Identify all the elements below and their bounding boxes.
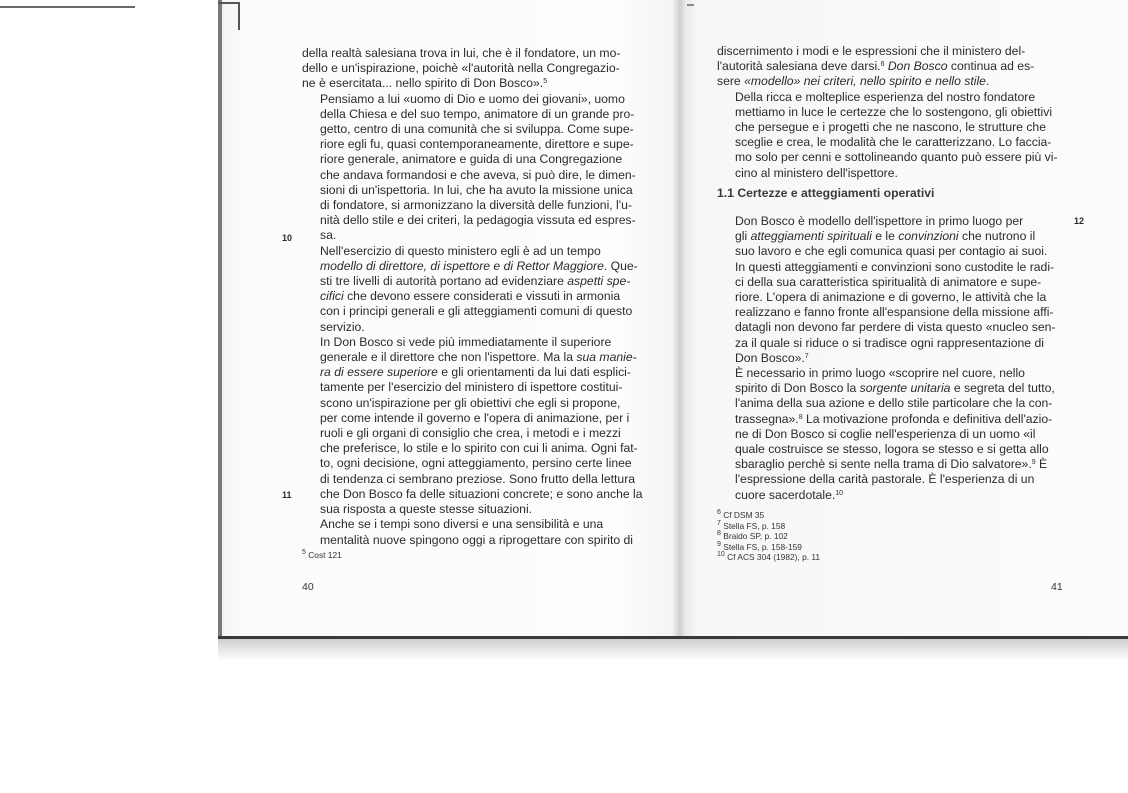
text-line: [717, 412, 1061, 427]
text-line: [302, 335, 640, 350]
text-line: [302, 411, 640, 426]
text-line: [717, 290, 1061, 305]
paragraph: [717, 214, 1061, 366]
page-number: 41: [1051, 581, 1063, 593]
text-line: [302, 213, 640, 228]
text-line: [717, 244, 1061, 259]
text-line: [717, 105, 1061, 120]
footnote: [717, 552, 820, 563]
text-segment: spirito di Don Bosco la: [735, 381, 860, 396]
italic-text: ra di essere superiore: [320, 365, 438, 380]
text-line: [717, 260, 1061, 275]
paragraph: [717, 90, 1061, 181]
text-line: [302, 396, 640, 411]
footnote-ref: 9: [1031, 459, 1036, 467]
text-segment: mo solo per cenni e sottolineando quanto può essere più vi-: [735, 150, 1058, 165]
text-segment: che persegue e i progetti che ne nascono, le strutture che: [735, 120, 1046, 135]
right-page-body: [717, 214, 1061, 503]
footnote: [717, 510, 820, 521]
text-segment: sua risposta a queste stesse situazioni.: [320, 502, 533, 517]
margin-number: 10: [282, 233, 293, 243]
text-segment: ne di Don Bosco si coglie nell'esperienza di un uomo «il: [735, 426, 1036, 441]
paragraph: [302, 244, 640, 335]
text-line: [717, 74, 1061, 89]
paragraph: [302, 92, 640, 244]
text-segment: Nell'esercizio di questo ministero egli è ad un tempo: [320, 243, 601, 258]
text-line: [302, 365, 640, 380]
text-line: [302, 456, 640, 471]
text-segment: con i principi generali e gli atteggiamenti comuni di questo: [320, 304, 633, 319]
text-segment: che andava formandosi e che aveva, si può dire, le dimen-: [320, 167, 636, 182]
text-segment: .: [985, 74, 990, 89]
text-line: [302, 304, 640, 319]
text-line: [302, 137, 640, 152]
text-line: [302, 92, 640, 107]
footnote-ref: 5: [543, 78, 548, 86]
footnote-ref: 10: [835, 489, 844, 497]
scan-edge-line: [0, 6, 135, 8]
text-line: [302, 76, 640, 91]
text-line: [302, 289, 640, 304]
text-segment: La motivazione profonda e definitiva dell'azio-: [802, 411, 1053, 426]
text-line: [717, 442, 1061, 457]
text-line: [302, 122, 640, 137]
text-line: [302, 152, 640, 167]
footnote-number: 5: [302, 549, 306, 556]
text-segment: che preferisce, lo stile e lo spirito con cui li anima. Ogni fat-: [320, 441, 638, 456]
text-segment: riore generale, animatore e guida di una Congregazione: [320, 152, 623, 167]
text-line: [302, 441, 640, 456]
footnote: [717, 521, 820, 532]
text-line: [302, 46, 640, 61]
text-line: [302, 380, 640, 395]
text-segment: ci della sua caratteristica spiritualità di animatore e supe-: [735, 274, 1042, 289]
text-segment: sti tre livelli di autorità portano ad evidenziare: [320, 274, 568, 289]
text-segment: È: [1035, 457, 1048, 472]
footnotes: [717, 510, 820, 563]
text-line: [302, 61, 640, 76]
text-segment: sbaraglio perchè si sente nella trama di Dio salvatore».: [735, 457, 1032, 472]
text-segment: generale e il direttore che non l'ispettore. Ma la: [320, 350, 577, 365]
text-line: [717, 120, 1061, 135]
text-line: [717, 427, 1061, 442]
text-segment: gli: [735, 229, 751, 244]
text-segment: sioni di un'ispettoria. In lui, che ha avuto la missione unica: [320, 182, 633, 197]
margin-number: 11: [282, 490, 292, 500]
text-segment: sere: [717, 74, 745, 89]
text-line: [302, 517, 640, 532]
text-line: [717, 275, 1061, 290]
text-segment: tamente per l'esercizio del ministero di ispettore costitui-: [320, 380, 623, 395]
text-segment: suo lavoro e che egli comunica quasi per contagio ai suoi.: [735, 244, 1048, 259]
text-segment: . Que-: [603, 258, 638, 273]
text-segment: scono un'ispirazione per gli obiettivi che egli si propone,: [320, 395, 621, 410]
text-segment: dello e un'ispirazione, poichè «l'autorità nella Congregazio-: [302, 61, 620, 76]
paragraph: [302, 334, 643, 517]
text-segment: che Don Bosco fa delle situazioni concrete; e sono anche la: [320, 486, 643, 501]
text-segment: za il quale si riduce o si tradisce ogni rappresentazione di: [735, 335, 1044, 350]
text-line: [302, 228, 640, 243]
text-segment: ne è esercitata... nello spirito di Don Bosco».: [302, 76, 544, 91]
footnote-text: Cf DSM 35: [723, 510, 765, 520]
text-segment: cuore sacerdotale.: [735, 487, 836, 502]
book-gutter: [673, 0, 687, 640]
text-segment: Don Bosco è modello dell'ispettore in primo luogo per: [735, 214, 1024, 228]
text-segment: della realtà salesiana trova in lui, che è il fondatore, un mo-: [302, 46, 621, 60]
italic-text: convinzioni: [898, 229, 959, 244]
text-line: [717, 166, 1061, 181]
section-heading: 1.1 Certezze e atteggiamenti operativi: [717, 186, 935, 200]
text-line: [717, 59, 1061, 74]
text-line: [302, 274, 640, 289]
footnote-ref: 6: [880, 61, 885, 69]
footnote-text: Cf ACS 304 (1982), p. 11: [727, 552, 821, 563]
text-segment: In questi atteggiamenti e convinzioni sono custodite le radi-: [735, 259, 1055, 274]
footnote-ref: 7: [804, 352, 809, 360]
footnote-number: 7: [717, 519, 721, 527]
text-line: [717, 90, 1061, 105]
text-line: [717, 135, 1061, 150]
text-line: [717, 44, 1061, 59]
text-line: [302, 107, 640, 122]
paragraph: [717, 44, 1061, 90]
paragraph: [302, 517, 640, 547]
paragraph: [302, 46, 640, 92]
text-line: [717, 366, 1061, 381]
text-line: [717, 457, 1061, 472]
italic-text: modello di direttore, di ispettore e di Rettor Maggiore: [320, 258, 604, 273]
left-page: [222, 0, 672, 640]
footnote: [717, 542, 820, 553]
text-line: [302, 350, 640, 365]
text-segment: per come intende il governo e l'opera di animazione, per i: [320, 410, 630, 425]
footnote-text: Stella FS, p. 158-159: [723, 541, 802, 552]
text-line: [717, 320, 1061, 335]
footnote-text: Cost 121: [308, 550, 342, 560]
footnote-text: Braido SP, p. 102: [723, 531, 788, 542]
left-page-body: [302, 46, 643, 548]
text-segment: datagli non devono far perdere di vista questo «nucleo sen-: [735, 320, 1056, 335]
footnote-number: 8: [717, 530, 721, 538]
text-line: [717, 488, 1061, 503]
text-segment: In Don Bosco si vede più immediatamente il superiore: [320, 334, 612, 349]
text-line: [717, 351, 1061, 366]
text-line: [302, 259, 640, 274]
footnote-number: 6: [717, 509, 721, 516]
text-segment: di fondatore, si armonizzano la diversità delle funzioni, l'u-: [320, 198, 632, 213]
text-segment: discernimento i modi e le espressioni che il ministero del-: [717, 44, 1026, 58]
text-line: [302, 533, 640, 548]
text-segment: della Chiesa e del suo tempo, animatore di un grande pro-: [320, 106, 635, 121]
italic-text: sorgente unitaria: [859, 381, 951, 396]
text-line: [302, 168, 640, 183]
text-line: [717, 336, 1061, 351]
italic-text: aspetti spe-: [567, 274, 631, 289]
text-segment: Anche se i tempi sono diversi e una sensibilità e una: [320, 517, 604, 532]
text-segment: trassegna».: [735, 411, 799, 426]
text-segment: che nutrono il: [958, 229, 1036, 244]
right-page-body: [717, 44, 1061, 181]
margin-number: 12: [1074, 216, 1085, 226]
text-segment: e gli orientamenti da lui dati esplici-: [437, 365, 631, 380]
text-line: [717, 396, 1061, 411]
footnote: [717, 531, 820, 542]
text-segment: Pensiamo a lui «uomo di Dio e uomo dei giovani», uomo: [320, 91, 625, 106]
text-segment: riore egli fu, quasi contemporaneamente, direttore e supe-: [320, 137, 634, 152]
text-segment: mettiamo in luce le certezze che lo sostengono, gli obiettivi: [735, 104, 1053, 119]
text-line: [717, 214, 1061, 229]
footnote-ref: 8: [798, 413, 803, 421]
text-segment: ruoli e gli organi di consiglio che crea, i metodi e i mezzi: [320, 426, 621, 441]
text-segment: to, ogni decisione, ogni atteggiamento, persino certe linee: [320, 456, 632, 471]
text-segment: quale costruisce se stesso, logora se stesso e si getta allo: [735, 442, 1049, 457]
text-segment: l'anima della sua azione e dello stile particolare che la con-: [735, 396, 1053, 411]
footnote: [302, 550, 342, 561]
text-segment: Don Bosco».: [735, 350, 805, 365]
text-line: [302, 426, 640, 441]
text-segment: nità dello stile e dei criteri, la pedagogia vissuta ed espres-: [320, 213, 636, 228]
right-page: [687, 0, 1128, 640]
text-segment: cino al ministero dell'ispettore.: [735, 165, 898, 180]
text-line: [302, 502, 640, 517]
text-segment: mentalità nuove spingono oggi a riprogettare con spirito di: [320, 532, 634, 547]
footnote-text: Stella FS, p. 158: [723, 520, 786, 531]
text-segment: e segreta del tutto,: [950, 381, 1055, 396]
text-line: [302, 472, 640, 487]
italic-text: cifici: [320, 289, 344, 304]
text-segment: sa.: [320, 228, 337, 243]
text-line: [302, 320, 640, 335]
text-segment: continua ad es-: [947, 59, 1035, 74]
text-line: [302, 183, 640, 198]
footnote-number: 9: [717, 540, 721, 548]
text-line: [717, 150, 1061, 165]
text-line: [717, 229, 1061, 244]
italic-text: atteggiamenti spirituali: [750, 229, 872, 244]
text-segment: realizzano e fanno fronte all'espansione della missione affi-: [735, 305, 1054, 320]
italic-text: «modello» nei criteri, nello spirito e nello stile: [744, 74, 986, 89]
text-line: [717, 472, 1061, 487]
text-segment: riore. L'opera di animazione e di governo, le attività che la: [735, 290, 1047, 305]
italic-text: sua manie-: [576, 350, 637, 365]
page-number: 40: [302, 581, 314, 593]
book-shadow: [218, 639, 1128, 661]
text-line: [302, 198, 640, 213]
text-segment: servizio.: [320, 319, 365, 334]
text-segment: getto, centro di una comunità che si sviluppa. Come supe-: [320, 122, 634, 137]
paragraph: [717, 366, 1061, 503]
text-line: [302, 244, 640, 259]
text-segment: l'espressione della carità pastorale. È l'esperienza di un: [735, 472, 1035, 487]
text-line: [717, 305, 1061, 320]
text-segment: Della ricca e molteplice esperienza del nostro fondatore: [735, 89, 1036, 104]
text-segment: e le: [871, 229, 899, 244]
text-segment: sceglie e crea, le modalità che le caratterizzano. Lo faccia-: [735, 135, 1052, 150]
text-segment: che devono essere considerati e vissuti in armonia: [343, 289, 621, 304]
text-segment: È necessario in primo luogo «scoprire nel cuore, nello: [735, 366, 1025, 381]
text-segment: di tendenza ci sembrano preziose. Sono frutto della lettura: [320, 471, 636, 486]
italic-text: Don Bosco: [887, 59, 948, 74]
text-line: [717, 381, 1061, 396]
footnote-number: 10: [717, 551, 725, 559]
text-segment: l'autorità salesiana deve darsi.: [717, 59, 881, 74]
text-line: [302, 486, 643, 502]
